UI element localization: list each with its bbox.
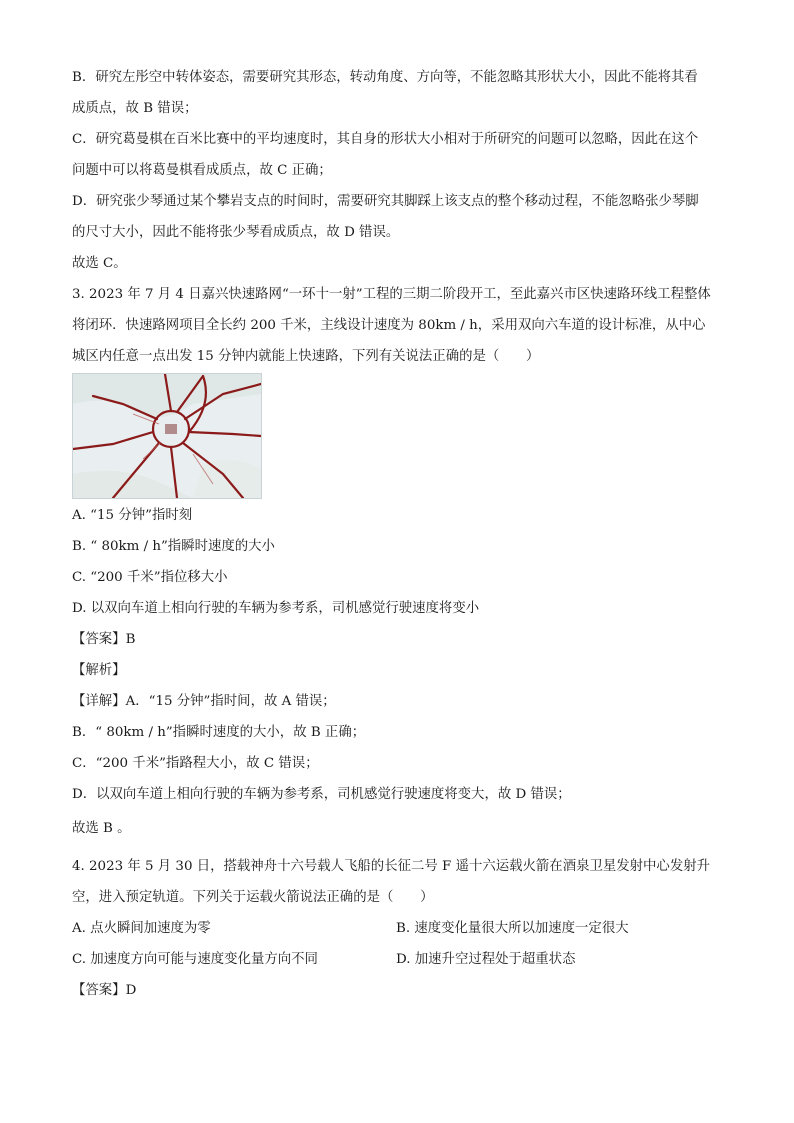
q4-answer-value: D bbox=[125, 983, 137, 998]
q3-answer-label: 【答案】 bbox=[72, 632, 126, 647]
q3-detail-a-text: A．“15 分钟”指时间，故 A 错误； bbox=[125, 694, 336, 709]
q4-option-a: A. 点火瞬间加速度为零 bbox=[72, 921, 211, 936]
q4-stem-line2: 空，进入预定轨道。下列关于运载火箭说法正确的是（ ） bbox=[72, 890, 434, 905]
q4-option-d: D. 加速升空过程处于超重状态 bbox=[396, 952, 576, 967]
map-road-network bbox=[73, 374, 261, 498]
q4-option-c: C. 加速度方向可能与速度变化量方向不同 bbox=[72, 952, 318, 967]
q3-answer bbox=[72, 630, 135, 650]
q3-stem-line3: 城区内任意一点出发 15 分钟内就能上快速路，下列有关说法正确的是（ ） bbox=[72, 349, 540, 364]
q3-stem-line2: 将闭环．快速路网项目全长约 200 千米，主线设计速度为 80km / h，采用双向六车道的设计标准，从中心 bbox=[72, 318, 706, 333]
q3-option-a: A. “15 分钟”指时刻 bbox=[72, 508, 193, 523]
q2-option-b-explanation-line1: B．研究左彤空中转体姿态，需要研究其形态，转动角度、方向等，不能忽略其形状大小，因此不能将其看 bbox=[72, 70, 698, 85]
q2-option-d-explanation-line2: 的尺寸大小，因此不能将张少琴看成质点，故 D 错误。 bbox=[72, 225, 400, 240]
q3-conclusion: 故选 B 。 bbox=[72, 821, 131, 836]
q3-analysis-label: 【解析】 bbox=[72, 663, 126, 678]
q3-detail-b: B．“ 80km / h”指瞬时速度的大小，故 B 正确； bbox=[72, 725, 366, 740]
q2-option-b-explanation-line2: 成质点，故 B 错误； bbox=[72, 101, 198, 116]
q2-option-c-explanation-line2: 问题中可以将葛曼棋看成质点，故 C 正确； bbox=[72, 163, 332, 178]
q3-option-d: D. 以双向车道上相向行驶的车辆为参考系，司机感觉行驶速度将变小 bbox=[72, 601, 480, 616]
expressway-map-image bbox=[72, 373, 262, 499]
q4-stem-line1: 4. 2023 年 5 月 30 日，搭载神舟十六号载人飞船的长征二号 F 遥十六运载火箭在酒泉卫星发射中心发射升 bbox=[72, 859, 710, 874]
q4-answer-label: 【答案】 bbox=[72, 983, 126, 998]
q3-stem-line1: 3. 2023 年 7 月 4 日嘉兴快速路网“一环十一射”工程的三期二阶段开工，至此嘉兴市区快速路环线工程整体 bbox=[72, 287, 711, 302]
q2-option-d-explanation-line1: D．研究张少琴通过某个攀岩支点的时间时，需要研究其脚踩上该支点的整个移动过程，不能忽略张少琴脚 bbox=[72, 194, 699, 209]
q2-conclusion: 故选 C。 bbox=[72, 256, 127, 271]
q3-option-b: B. “ 80km / h”指瞬时速度的大小 bbox=[72, 539, 275, 554]
q4-answer bbox=[72, 981, 136, 1001]
q2-option-c-explanation-line1: C．研究葛曼棋在百米比赛中的平均速度时，其自身的形状大小相对于所研究的问题可以忽略，因此在这个 bbox=[72, 132, 699, 147]
q3-detail-d: D．以双向车道上相向行驶的车辆为参考系，司机感觉行驶速度将变大，故 D 错误； bbox=[72, 787, 571, 802]
q3-detail-a bbox=[72, 692, 336, 712]
q3-option-c: C. “200 千米”指位移大小 bbox=[72, 570, 228, 585]
q4-option-b: B. 速度变化量很大所以加速度一定很大 bbox=[396, 921, 629, 936]
q3-answer-value: B bbox=[125, 632, 136, 647]
q3-detail-label: 【详解】 bbox=[72, 694, 126, 709]
q3-detail-c: C．“200 千米”指路程大小，故 C 错误； bbox=[72, 756, 319, 771]
